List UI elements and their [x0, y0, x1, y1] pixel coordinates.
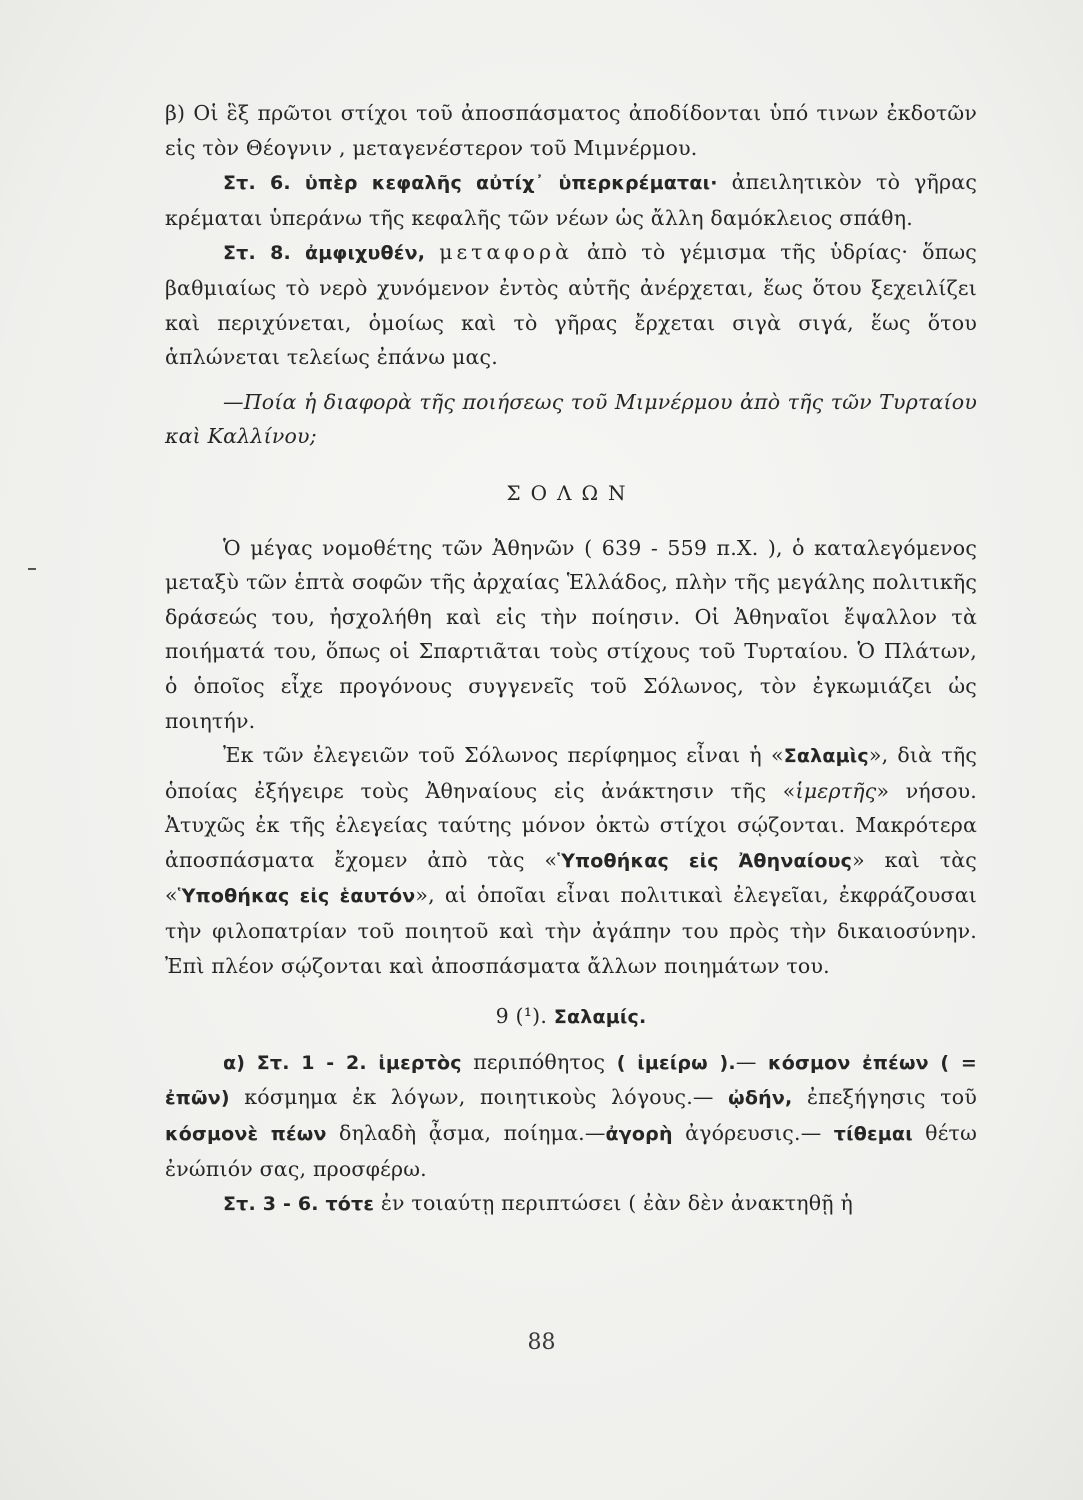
- text-run: » νήσου. Ἀτυχῶς ἐκ τῆς ἐλεγείας ταύτης μόνον ὀκτὼ στίχοι σῴζονται. Μακρότερα ἀποσπάσματα ἔχομεν ἀπὸ τὰς «: [165, 778, 978, 872]
- question: —Ποία ἡ διαφορὰ τῆς ποιήσεως τοῦ Μιμνέρμου ἀπὸ τῆς τῶν Τυρταίου καὶ Καλλίνου;: [165, 389, 977, 449]
- text-run: Ἐκ τῶν ἐλεγειῶν τοῦ Σόλωνος περίφημος εἶναι ἡ «: [223, 743, 784, 768]
- note-text: θέτω ἐνώπιόν σας, προσφέρω.: [165, 1121, 978, 1181]
- note-text: ἐν τοιαύτῃ περιπτώσει ( ἐὰν δὲν ἀνακτηθῇ ἡ: [374, 1191, 853, 1216]
- note-text: ἀπειλητικὸν τὸ γῆρας κρέμαται ὑπεράνω τῆς κεφαλῆς τῶν νέων ὡς ἄλλη δαμόκλειος σπάθη.: [165, 170, 978, 230]
- note-text: —: [735, 1049, 769, 1074]
- note-a: [165, 1045, 977, 1186]
- paragraph-beta: β) Οἱ ἓξ πρῶτοι στίχοι τοῦ ἀποσπάσματος ἀποδίδονται ὑπό τινων ἐκδοτῶν εἰς τὸν Θέογνιν , μεταγενέστερον τοῦ Μιμνέρμου.: [165, 101, 977, 160]
- note-label: Στ. 6.: [223, 172, 291, 195]
- title-hypothekai-self: Ὑποθήκας εἰς ἑαυτόν: [177, 885, 416, 908]
- lemma: ἀγορὴ: [605, 1123, 673, 1146]
- note-text: ἀπὸ τὸ γέμισμα τῆς ὑδρίας· ὅπως βαθμιαίως τὸ νερὸ χυνόμενον ἐντὸς αὐτῆς ἀνέρχεται, ἕως ὅτου ξεχειλίζει καὶ περιχύνεται, ὁμοίως καὶ τὸ γῆρας ἔρχεται σιγὰ σιγά, ἕως ὅτου ἁπλώνεται τελείως ἐπάνω μας.: [165, 240, 977, 370]
- solon-paragraph-2: [165, 738, 977, 983]
- lemma: ἱμερτὸς: [378, 1051, 462, 1074]
- note-st8: [165, 235, 977, 374]
- note-text: ἐπεξήγησις τοῦ: [792, 1085, 977, 1110]
- title-salamis: Σαλαμὶς: [783, 745, 869, 768]
- note-text: δηλαδὴ ᾆσμα, ποίημα.—: [326, 1121, 606, 1146]
- page-number: 88: [527, 1330, 556, 1355]
- note-label: α) Στ. 1 - 2.: [223, 1051, 367, 1074]
- lemma: τίθεμαι: [833, 1123, 913, 1146]
- note-label: Στ. 8.: [223, 242, 291, 265]
- lemma: ( ἱμείρω ).: [616, 1051, 736, 1074]
- title-hypothekai-athenians: Ὑποθήκας εἰς Ἀθηναίους: [557, 849, 853, 872]
- text-run: » καὶ τὰς «: [165, 847, 977, 908]
- note-text: ἀγόρευσις.—: [672, 1121, 834, 1146]
- note-label: Στ. 3 - 6.: [223, 1193, 319, 1216]
- text-column: [165, 96, 977, 1222]
- text-run: », αἱ ὁποῖαι εἶναι πολιτικαὶ ἐλεγεῖαι, ἐκφράζουσαι τὴν φιλοπατρίαν τοῦ ποιητοῦ καὶ τὴν ἀγάπην του πρὸς τὴν δικαιοσύνην. Ἐπὶ πλέον σῴζονται καὶ ἀποσπάσματα ἄλλων ποιημάτων του.: [165, 883, 977, 978]
- note-text: κόσμημα ἐκ λόγων, ποιητικοὺς λόγους.—: [229, 1085, 729, 1110]
- note-text: περιπόθητος: [461, 1049, 617, 1074]
- poem-number: 9 (¹).: [495, 1004, 548, 1029]
- poem-heading: [165, 999, 977, 1035]
- note-b: [165, 1186, 977, 1222]
- italic-word: ἱμερτῆς: [795, 778, 877, 803]
- lemma: κόσμον ἐπέων ( = ἐπῶν): [165, 1051, 978, 1110]
- note-st6: [165, 165, 977, 235]
- margin-mark: [28, 568, 36, 570]
- lemma: ᾠδήν,: [728, 1087, 793, 1110]
- section-heading: ΣΟΛΩΝ: [506, 480, 636, 505]
- lemma: ὑπὲρ κεφαλῆς αὐτίχ᾽ ὑπερκρέμαται·: [304, 172, 718, 195]
- lemma: τότε: [325, 1193, 375, 1216]
- lemma: ἀμφιχυθέν,: [304, 242, 426, 265]
- text-run: », διὰ τῆς ὁποίας ἐξήγειρε τοὺς Ἀθηναίους εἰς ἀνάκτησιν τῆς «: [165, 743, 977, 803]
- spaced-word: μεταφορὰ: [439, 240, 573, 265]
- poem-title: Σαλαμίς.: [553, 1006, 647, 1029]
- solon-paragraph-1: Ὁ μέγας νομοθέτης τῶν Ἀθηνῶν ( 639 - 559 π.Χ. ), ὁ καταλεγόμενος μεταξὺ τῶν ἑπτὰ σοφῶν τῆς ἀρχαίας Ἑλλάδος, πλὴν τῆς μεγάλης πολιτικῆς δράσεώς του, ἠσχολήθη καὶ εἰς τὴν ποίησιν. Οἱ Ἀθηναῖοι ἔψαλλον τὰ ποιήματά του, ὅπως οἱ Σπαρτιᾶται τοὺς στίχους τοῦ Τυρταίου. Ὁ Πλάτων, ὁ ὁποῖος εἶχε προγόνους συγγενεῖς τοῦ Σόλωνος, τὸν ἐγκωμιάζει ὡς ποιητήν.: [165, 535, 977, 733]
- lemma: κόσμονὲ πέων: [165, 1123, 327, 1146]
